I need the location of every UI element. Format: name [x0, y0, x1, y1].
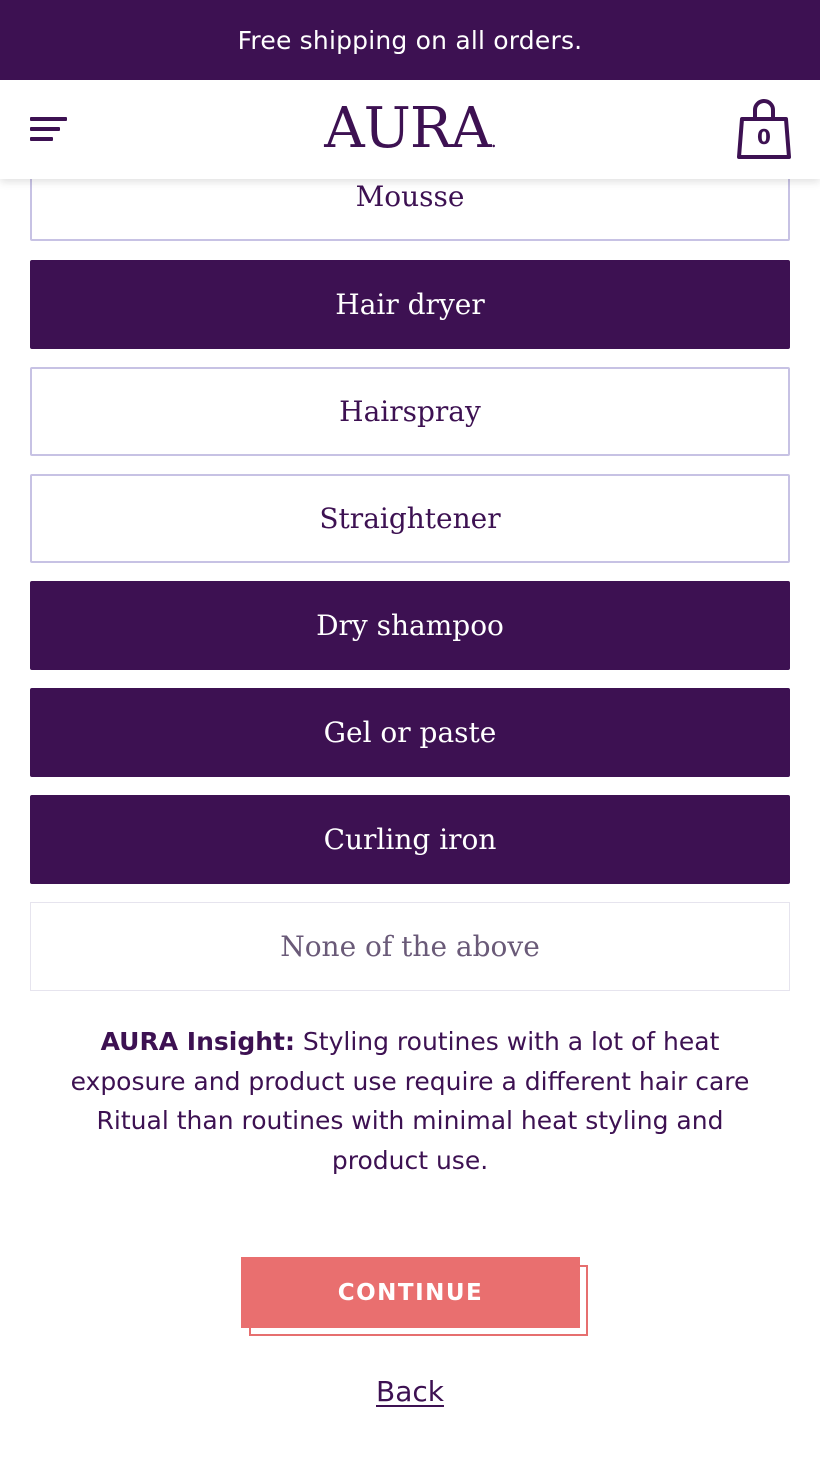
insight-text: Styling routines with a lot of heat exposure and product use require a different hair care Ritual than routines with minimal heat styling and product use. — [70, 1027, 750, 1175]
insight-heading: AURA Insight: — [100, 1027, 295, 1056]
option-curling-iron[interactable] — [30, 795, 790, 884]
cart-button[interactable] — [736, 99, 792, 161]
option-hair-dryer[interactable] — [30, 260, 790, 349]
option-label: Mousse — [355, 180, 465, 213]
option-label: Dry shampoo — [316, 609, 504, 642]
promo-banner — [0, 0, 820, 80]
back-link-row — [0, 1375, 820, 1408]
option-dry-shampoo[interactable] — [30, 581, 790, 670]
option-label: None of the above — [280, 930, 540, 963]
site-header — [0, 79, 820, 179]
option-none-of-the-above[interactable] — [30, 902, 790, 991]
cart-count: 0 — [757, 125, 771, 149]
option-gel-or-paste[interactable] — [30, 688, 790, 777]
option-label: Gel or paste — [323, 716, 497, 749]
option-label: Hair dryer — [335, 288, 485, 321]
promo-text: Free shipping on all orders. — [237, 25, 583, 55]
option-label: Straightener — [319, 502, 501, 535]
aura-logo[interactable]: AURA. — [324, 96, 496, 161]
option-straightener[interactable] — [30, 474, 790, 563]
back-link[interactable]: Back — [376, 1375, 444, 1408]
option-label: Curling iron — [323, 823, 497, 856]
option-hairspray[interactable] — [30, 367, 790, 456]
option-label: Hairspray — [339, 395, 481, 428]
aura-insight — [60, 1022, 760, 1180]
continue-button[interactable]: CONTINUE — [241, 1257, 580, 1328]
